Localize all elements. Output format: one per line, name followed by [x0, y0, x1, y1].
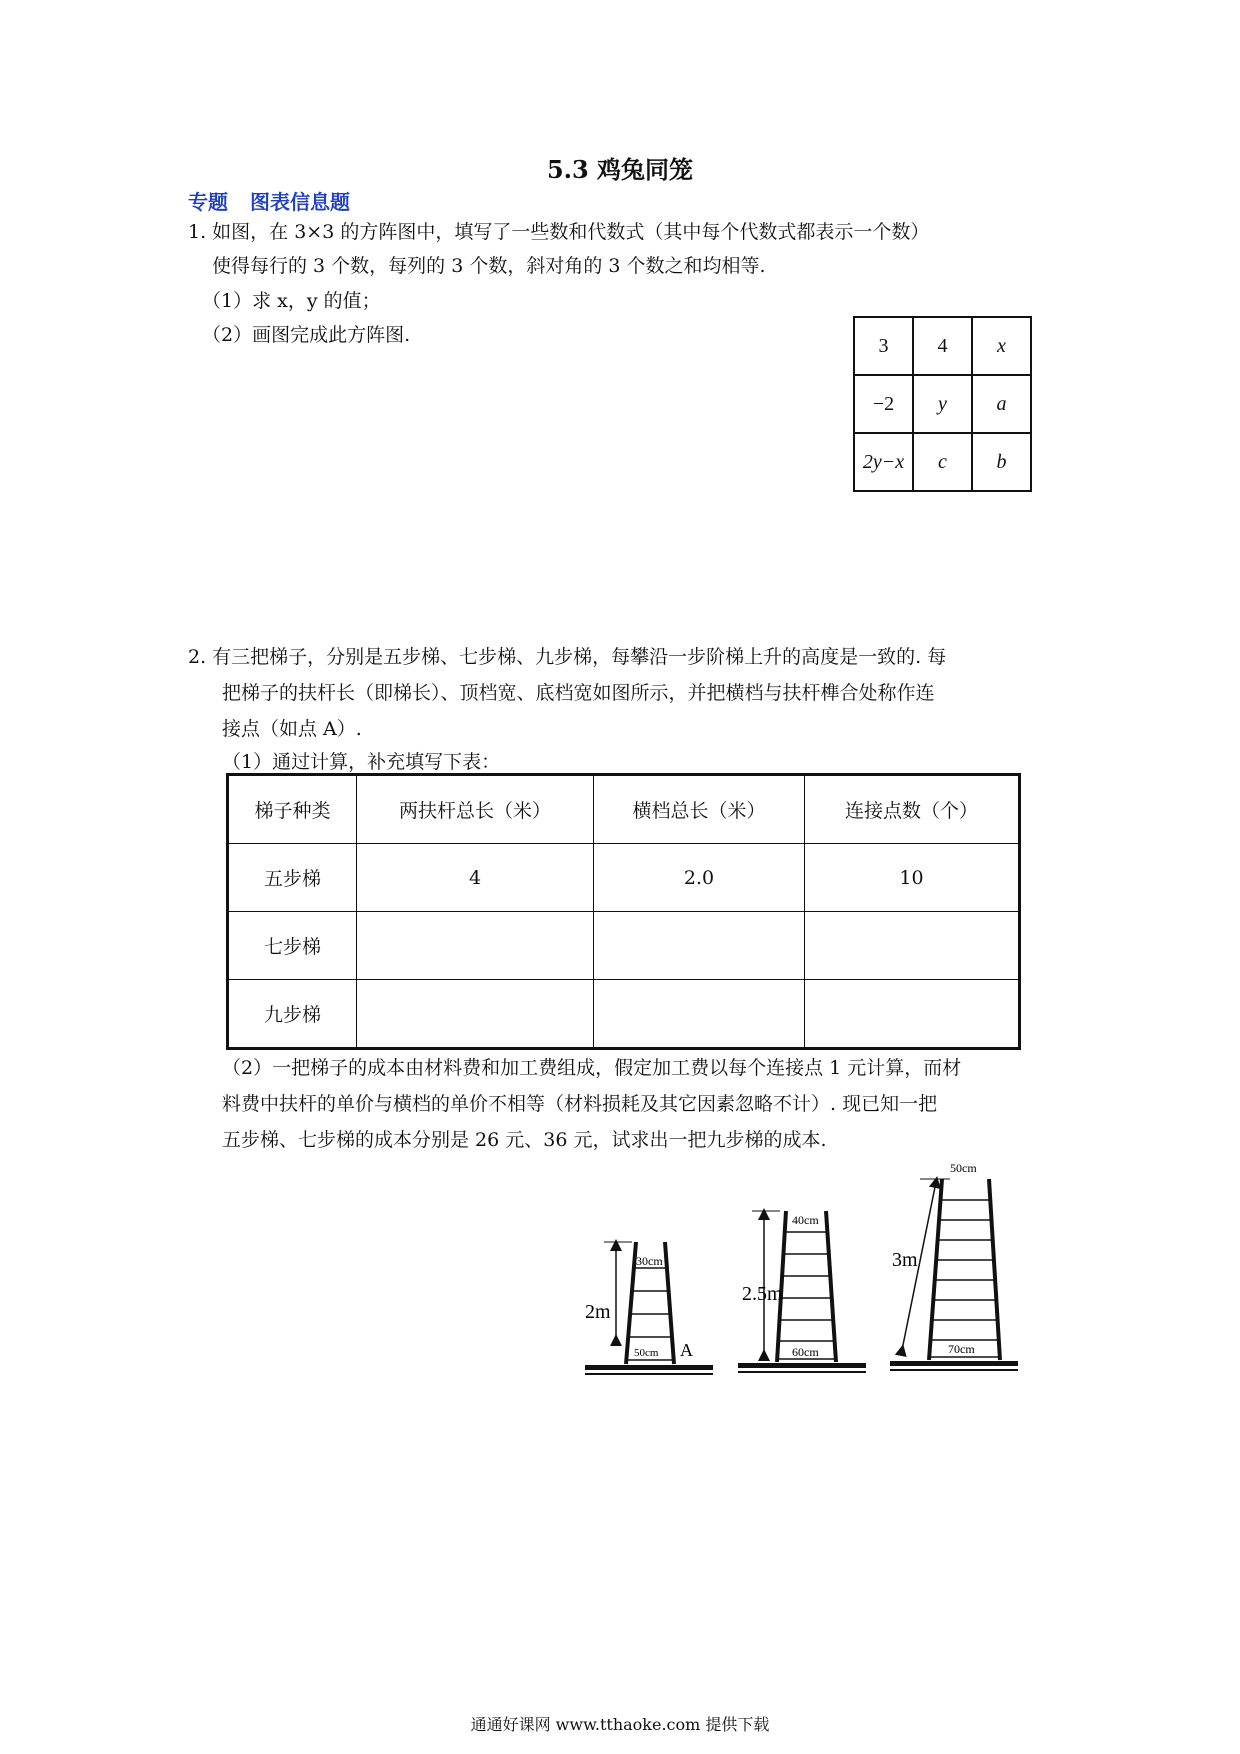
- table-header: 梯子种类: [228, 775, 357, 844]
- ladder2-height: 2.5m: [742, 1283, 783, 1305]
- table-header-row: [228, 775, 1020, 844]
- ladder3-height: 3m: [892, 1249, 918, 1271]
- grid-cell: x: [972, 317, 1031, 375]
- ladder-seven-step: [738, 1211, 866, 1372]
- q2-line2: 把梯子的扶杆长（即梯长）、顶档宽、底档宽如图所示，并把横档与扶杆榫合处称作连: [222, 682, 935, 704]
- grid-cell: b: [972, 433, 1031, 491]
- table-cell: [805, 912, 1020, 980]
- page-title: 5.3 鸡兔同笼: [546, 155, 694, 184]
- q1-part1: （1）求 x，y 的值；: [202, 290, 381, 312]
- ladder-five-step: [585, 1242, 713, 1374]
- magic-square: [853, 316, 1032, 492]
- table-row: [228, 912, 1020, 980]
- q2-line3: 接点（如点 A）.: [222, 718, 362, 740]
- table-cell: [357, 980, 594, 1049]
- table-cell: 五步梯: [228, 844, 357, 912]
- ladder1-top: 30cm: [636, 1254, 663, 1268]
- ladder1-point: A: [680, 1340, 693, 1360]
- q1-part2: （2）画图完成此方阵图.: [202, 324, 411, 346]
- q2-part2-line2: 料费中扶杆的单价与横档的单价不相等（材料损耗及其它因素忽略不计）. 现已知一把: [222, 1093, 938, 1115]
- table-cell: 2.0: [594, 844, 805, 912]
- table-cell: [805, 980, 1020, 1049]
- table-cell: 九步梯: [228, 980, 357, 1049]
- q2-part2-line3: 五步梯、七步梯的成本分别是 26 元、36 元，试求出一把九步梯的成本.: [222, 1129, 827, 1151]
- grid-cell: 3: [854, 317, 913, 375]
- grid-cell: 2y−x: [854, 433, 913, 491]
- ladder1-bottom: 50cm: [634, 1347, 659, 1359]
- grid-cell: y: [913, 375, 972, 433]
- q2-part2-line1: （2）一把梯子的成本由材料费和加工费组成，假定加工费以每个连接点 1 元计算，而材: [222, 1057, 962, 1079]
- ladder1-height: 2m: [585, 1301, 611, 1323]
- table-cell: [594, 980, 805, 1049]
- section-label: 专题: [188, 190, 228, 214]
- q1-line1: 1. 如图，在 3×3 的方阵图中，填写了一些数和代数式（其中每个代数式都表示一个数）: [188, 221, 930, 243]
- section-heading: [188, 186, 350, 215]
- ladder3-top: 50cm: [950, 1161, 977, 1175]
- ladder2-bottom: 60cm: [792, 1345, 819, 1359]
- table-row: [228, 980, 1020, 1049]
- q1-line2: 使得每行的 3 个数，每列的 3 个数，斜对角的 3 个数之和均相等.: [212, 255, 766, 277]
- table-row: [228, 844, 1020, 912]
- table-cell: 七步梯: [228, 912, 357, 980]
- grid-cell: 4: [913, 317, 972, 375]
- q2-line1: 2. 有三把梯子，分别是五步梯、七步梯、九步梯，每攀沿一步阶梯上升的高度是一致的. 每: [188, 646, 947, 668]
- table-header: 两扶杆总长（米）: [357, 775, 594, 844]
- footer-text: 通通好课网 www.tthaoke.com 提供下载: [470, 1715, 770, 1734]
- grid-cell: a: [972, 375, 1031, 433]
- table-cell: 10: [805, 844, 1020, 912]
- ladders-figure: [580, 1150, 1030, 1390]
- ladder-nine-step: [890, 1161, 1018, 1370]
- ladder-table: [226, 773, 1021, 1050]
- table-header: 连接点数（个）: [805, 775, 1020, 844]
- section-name: 图表信息题: [250, 190, 350, 214]
- ladder3-bottom: 70cm: [948, 1342, 975, 1356]
- table-cell: [357, 912, 594, 980]
- table-cell: [594, 912, 805, 980]
- q2-part1: （1）通过计算，补充填写下表：: [222, 751, 501, 773]
- grid-cell: c: [913, 433, 972, 491]
- ladder2-top: 40cm: [792, 1213, 819, 1227]
- table-header: 横档总长（米）: [594, 775, 805, 844]
- grid-cell: −2: [854, 375, 913, 433]
- table-cell: 4: [357, 844, 594, 912]
